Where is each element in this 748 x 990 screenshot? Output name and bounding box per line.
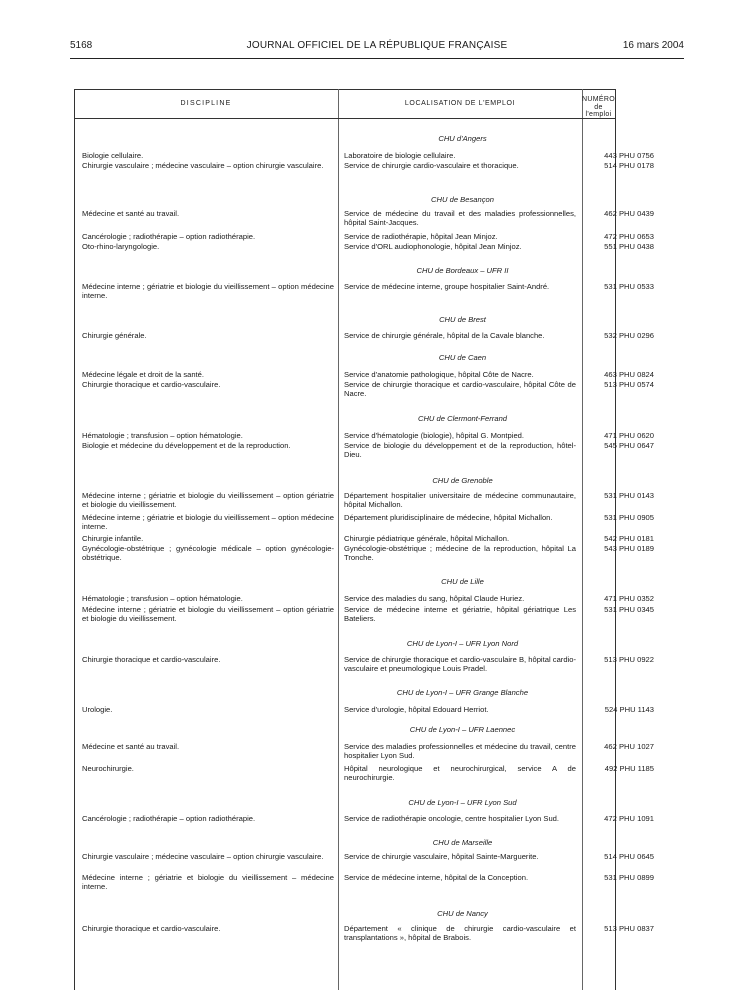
localisation-cell: Service de chirurgie thoracique et cardio-vasculaire B, hôpital cardio-vasculaire et pneumologique Louis Pradel. <box>344 655 576 673</box>
localisation-cell: Service d'anatomie pathologique, hôpital Côte de Nacre. <box>344 370 534 379</box>
numero-cell: 462 PHU 1027 <box>604 742 654 751</box>
numero-cell: 472 PHU 0653 <box>604 232 654 241</box>
header-rule <box>70 58 684 59</box>
numero-cell: 472 PHU 1091 <box>604 814 654 823</box>
chu-heading: CHU de Lyon-I – UFR Grange Blanche <box>396 688 529 697</box>
discipline-cell: Chirurgie thoracique et cardio-vasculaire. <box>82 380 221 389</box>
discipline-cell: Cancérologie ; radiothérapie – option radiothérapie. <box>82 814 256 823</box>
discipline-cell: Chirurgie thoracique et cardio-vasculaire. <box>82 655 221 664</box>
publication-date: 16 mars 2004 <box>622 40 684 51</box>
discipline-cell: Médecine légale et droit de la santé. <box>82 370 205 379</box>
numero-cell: 531 PHU 0533 <box>604 282 654 291</box>
localisation-cell: Service de médecine interne, groupe hospitalier Saint-André. <box>344 282 550 291</box>
discipline-cell: Chirurgie générale. <box>82 331 147 340</box>
discipline-cell: Urologie. <box>82 705 113 714</box>
discipline-cell: Chirurgie thoracique et cardio-vasculaire. <box>82 924 221 933</box>
localisation-cell: Département hospitalier universitaire de médecine communautaire, hôpital Michallon. <box>344 491 576 509</box>
discipline-cell: Médecine et santé au travail. <box>82 209 180 218</box>
numero-cell: 551 PHU 0438 <box>604 242 654 251</box>
localisation-cell: Service de médecine interne et gériatrie, hôpital gériatrique Les Bateliers. <box>344 605 576 623</box>
localisation-cell: Laboratoire de biologie cellulaire. <box>344 151 456 160</box>
localisation-cell: Service d'hématologie (biologie), hôpital G. Montpied. <box>344 431 525 440</box>
localisation-cell: Service de médecine interne, hôpital de la Conception. <box>344 873 529 882</box>
localisation-cell: Chirurgie pédiatrique générale, hôpital Michallon. <box>344 534 510 543</box>
numero-cell: 531 PHU 0905 <box>604 513 654 522</box>
numero-cell: 543 PHU 0189 <box>604 544 654 553</box>
localisation-cell: Service de radiothérapie, hôpital Jean Minjoz. <box>344 232 498 241</box>
chu-heading: CHU de Nancy <box>437 909 488 918</box>
localisation-cell: Hôpital neurologique et neurochirurgical, service A de neurochirurgie. <box>344 764 576 782</box>
numero-cell: 492 PHU 1185 <box>604 764 654 773</box>
chu-heading: CHU de Lyon-I – UFR Laennec <box>409 725 516 734</box>
localisation-cell: Service de chirurgie vasculaire, hôpital Sainte-Marguerite. <box>344 852 539 861</box>
discipline-cell: Biologie cellulaire. <box>82 151 144 160</box>
journal-title: JOURNAL OFFICIEL DE LA RÉPUBLIQUE FRANÇAISE <box>246 40 508 51</box>
numero-cell: 532 PHU 0296 <box>604 331 654 340</box>
numero-cell: 531 PHU 0143 <box>604 491 654 500</box>
numero-cell: 471 PHU 0352 <box>604 594 654 603</box>
localisation-cell: Service des maladies du sang, hôpital Claude Huriez. <box>344 594 525 603</box>
page-number: 5168 <box>70 40 93 51</box>
discipline-cell: Chirurgie vasculaire ; médecine vasculaire – option chirurgie vasculaire. <box>82 852 324 861</box>
table-header-rule <box>74 118 615 119</box>
discipline-cell: Médecine interne ; gériatrie et biologie du vieillissement – option médecine interne. <box>82 282 334 300</box>
numero-cell: 471 PHU 0620 <box>604 431 654 440</box>
numero-cell: 531 PHU 0345 <box>604 605 654 614</box>
discipline-cell: Médecine interne ; gériatrie et biologie du vieillissement – option gériatrie et biologie du vieillissement. <box>82 605 334 623</box>
chu-heading: CHU de Clermont-Ferrand <box>417 414 508 423</box>
column-header-localisation: LOCALISATION DE L'EMPLOI <box>404 100 516 107</box>
numero-cell: 514 PHU 0645 <box>604 852 654 861</box>
chu-heading: CHU de Lille <box>441 577 484 586</box>
discipline-cell: Hématologie ; transfusion – option hématologie. <box>82 431 243 440</box>
discipline-cell: Médecine interne ; gériatrie et biologie du vieillissement – option gériatrie et biologie du vieillissement. <box>82 491 334 509</box>
chu-heading: CHU de Marseille <box>432 838 493 847</box>
discipline-cell: Biologie et médecine du développement et de la reproduction. <box>82 441 291 450</box>
localisation-cell: Service de chirurgie thoracique et cardio-vasculaire, hôpital Côte de Nacre. <box>344 380 576 398</box>
column-header-numero-sub: de l'emploi <box>585 104 612 118</box>
column-header-discipline: DISCIPLINE <box>180 100 232 107</box>
discipline-cell: Neurochirurgie. <box>82 764 134 773</box>
chu-heading: CHU de Brest <box>439 315 486 324</box>
localisation-cell: Département « clinique de chirurgie cardio-vasculaire et transplantations », hôpital de Brabois. <box>344 924 576 942</box>
numero-cell: 545 PHU 0647 <box>604 441 654 450</box>
numero-cell: 514 PHU 0178 <box>604 161 654 170</box>
localisation-cell: Service d'urologie, hôpital Edouard Herriot. <box>344 705 489 714</box>
discipline-cell: Cancérologie ; radiothérapie – option radiothérapie. <box>82 232 256 241</box>
numero-cell: 462 PHU 0439 <box>604 209 654 218</box>
discipline-cell: Gynécologie-obstétrique ; gynécologie médicale – option gynécologie-obstétrique. <box>82 544 334 562</box>
numero-cell: 463 PHU 0824 <box>604 370 654 379</box>
chu-heading: CHU de Grenoble <box>432 476 493 485</box>
numero-cell: 542 PHU 0181 <box>604 534 654 543</box>
numero-cell: 513 PHU 0922 <box>604 655 654 664</box>
numero-cell: 531 PHU 0899 <box>604 873 654 882</box>
localisation-cell: Service de chirurgie cardio-vasculaire et thoracique. <box>344 161 519 170</box>
numero-cell: 513 PHU 0574 <box>604 380 654 389</box>
chu-heading: CHU d'Angers <box>438 134 487 143</box>
numero-cell: 443 PHU 0756 <box>604 151 654 160</box>
localisation-cell: Service des maladies professionnelles et médecine du travail, centre hospitalier Lyon Sud. <box>344 742 576 760</box>
page-header <box>70 40 684 54</box>
chu-heading: CHU de Lyon-I – UFR Lyon Nord <box>406 639 519 648</box>
discipline-cell: Médecine interne ; gériatrie et biologie du vieillissement – option médecine interne. <box>82 513 334 531</box>
localisation-cell: Service d'ORL audiophonologie, hôpital Jean Minjoz. <box>344 242 522 251</box>
localisation-cell: Service de médecine du travail et des maladies professionnelles, hôpital Saint-Jacques. <box>344 209 576 227</box>
localisation-cell: Gynécologie-obstétrique ; médecine de la reproduction, hôpital La Tronche. <box>344 544 576 562</box>
discipline-cell: Chirurgie infantile. <box>82 534 144 543</box>
discipline-cell: Médecine et santé au travail. <box>82 742 180 751</box>
numero-cell: 524 PHU 1143 <box>604 705 654 714</box>
chu-heading: CHU de Besançon <box>431 195 494 204</box>
column-header-numero: NUMÉRO <box>582 96 615 103</box>
column-divider <box>338 89 339 990</box>
localisation-cell: Service de biologie du développement et de la reproduction, hôtel-Dieu. <box>344 441 576 459</box>
discipline-cell: Chirurgie vasculaire ; médecine vasculaire – option chirurgie vasculaire. <box>82 161 324 170</box>
chu-heading: CHU de Lyon-I – UFR Lyon Sud <box>408 798 517 807</box>
discipline-cell: Oto-rhino-laryngologie. <box>82 242 160 251</box>
localisation-cell: Département pluridisciplinaire de médecine, hôpital Michallon. <box>344 513 553 522</box>
localisation-cell: Service de chirurgie générale, hôpital de la Cavale blanche. <box>344 331 545 340</box>
chu-heading: CHU de Caen <box>438 353 487 362</box>
discipline-cell: Médecine interne ; gériatrie et biologie du vieillissement – médecine interne. <box>82 873 334 891</box>
chu-heading: CHU de Bordeaux – UFR II <box>416 266 509 275</box>
discipline-cell: Hématologie ; transfusion – option hématologie. <box>82 594 243 603</box>
numero-cell: 513 PHU 0837 <box>604 924 654 933</box>
localisation-cell: Service de radiothérapie oncologie, centre hospitalier Lyon Sud. <box>344 814 560 823</box>
column-divider <box>582 89 583 990</box>
